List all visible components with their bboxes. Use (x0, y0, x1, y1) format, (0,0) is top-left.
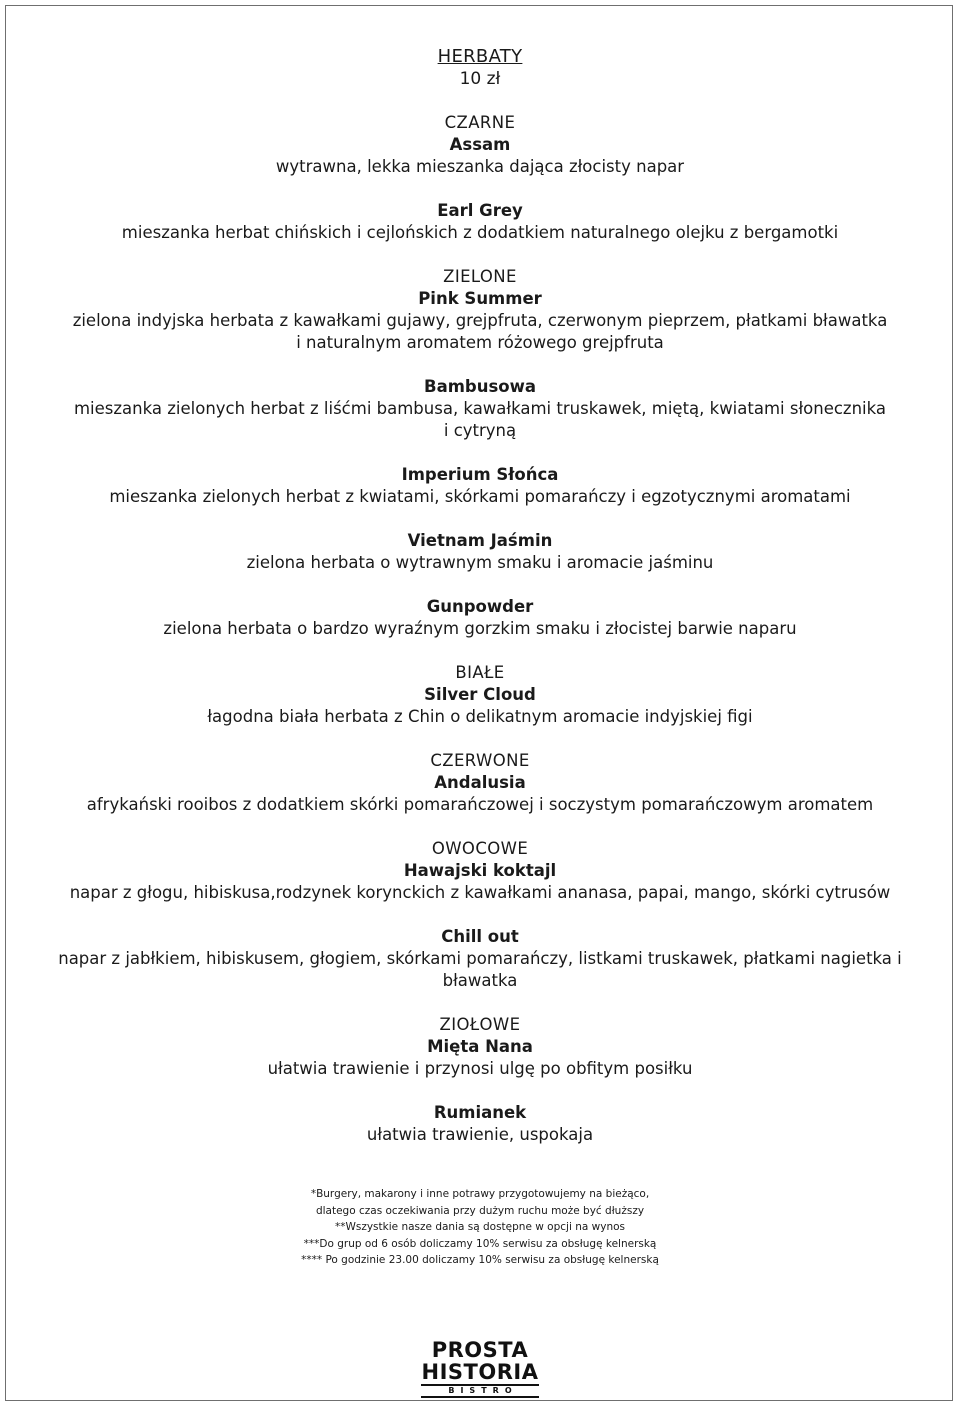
menu-price: 10 zł (459, 69, 501, 89)
item-name: Earl Grey (437, 201, 523, 220)
item-description: mieszanka herbat chińskich i cejlońskich z dodatkiem naturalnego olejku z bergamotki (121, 223, 839, 242)
footnote: ***Do grup od 6 osób doliczamy 10% serwisu za obsługę kelnerską (303, 1237, 657, 1250)
section-czarne (0, 112, 960, 178)
item-description: mieszanka zielonych herbat z liśćmi bambusa, kawałkami truskawek, miętą, kwiatami słonecznika (73, 399, 887, 418)
category-heading: CZARNE (444, 113, 516, 132)
footnotes (0, 1186, 960, 1269)
item-description: zielona indyjska herbata z kawałkami gujawy, grejpfruta, czerwonym pieprzem, płatkami bławatka (72, 311, 888, 330)
item-description: wytrawna, lekka mieszanka dająca złocisty napar (275, 157, 685, 176)
item-name: Mięta Nana (427, 1037, 533, 1056)
item-description: zielona herbata o wytrawnym smaku i aromacie jaśminu (246, 553, 714, 572)
section-biale (0, 662, 960, 728)
logo-line-bistro: BISTRO (421, 1384, 539, 1398)
item-name: Gunpowder (426, 597, 534, 616)
menu-item (0, 464, 960, 508)
item-name: Andalusia (434, 773, 526, 792)
item-description: napar z jabłkiem, hibiskusem, głogiem, skórkami pomarańczy, listkami truskawek, płatkami nagietka i (58, 949, 902, 968)
item-description: zielona herbata o bardzo wyraźnym gorzkim smaku i złocistej barwie naparu (163, 619, 797, 638)
item-description: ułatwia trawienie, uspokaja (366, 1125, 594, 1144)
logo-line-historia: HISTORIA (421, 1360, 539, 1384)
item-name: Imperium Słońca (401, 465, 559, 484)
item-description: napar z głogu, hibiskusa,rodzynek korynckich z kawałkami ananasa, papai, mango, skórki cytrusów (69, 883, 891, 902)
item-name: Rumianek (433, 1103, 527, 1122)
section-ziolowe (0, 1014, 960, 1080)
menu-item (0, 596, 960, 640)
item-description: ułatwia trawienie i przynosi ulgę po obfitym posiłku (267, 1059, 693, 1078)
tea-menu (0, 46, 960, 1168)
section-czerwone (0, 750, 960, 816)
category-heading: ZIELONE (443, 267, 517, 286)
menu-item (0, 200, 960, 244)
menu-title: HERBATY (437, 46, 523, 67)
item-name: Hawajski koktajl (403, 861, 557, 880)
section-zielone (0, 266, 960, 354)
item-description-cont: i naturalnym aromatem różowego grejpfruta (296, 333, 664, 352)
item-description: afrykański rooibos z dodatkiem skórki pomarańczowej i soczystym pomarańczowym aromatem (86, 795, 874, 814)
item-description-cont: i cytryną (443, 421, 517, 440)
menu-item (0, 926, 960, 992)
item-name: Assam (449, 135, 511, 154)
footnote: *Burgery, makarony i inne potrawy przygotowujemy na bieżąco, (310, 1188, 650, 1200)
item-name: Pink Summer (418, 289, 542, 308)
category-heading: OWOCOWE (431, 839, 529, 858)
item-name: Bambusowa (424, 377, 536, 396)
item-name: Vietnam Jaśmin (407, 531, 553, 550)
menu-item (0, 530, 960, 574)
logo-line-prosta: PROSTA (431, 1338, 529, 1362)
item-description: łagodna biała herbata z Chin o delikatnym aromacie indyjskiej figi (207, 707, 753, 726)
item-name: Silver Cloud (424, 685, 536, 704)
item-name: Chill out (441, 927, 519, 946)
section-owocowe (0, 838, 960, 904)
menu-item (0, 1102, 960, 1146)
menu-item (0, 376, 960, 442)
footnote: dlatego czas oczekiwania przy dużym ruchu może być dłuższy (315, 1204, 645, 1217)
footnote: **Wszystkie nasze dania są dostępne w opcji na wynos (334, 1221, 625, 1233)
category-heading: CZERWONE (430, 751, 530, 770)
item-description: mieszanka zielonych herbat z kwiatami, skórkami pomarańczy i egzotycznymi aromatami (109, 487, 851, 506)
footnote: **** Po godzinie 23.00 doliczamy 10% serwisu za obsługę kelnerską (301, 1254, 659, 1266)
bistro-logo (420, 1340, 540, 1398)
item-description-cont: bławatka (442, 971, 518, 990)
category-heading: BIAŁE (455, 663, 505, 682)
category-heading: ZIOŁOWE (439, 1015, 521, 1034)
